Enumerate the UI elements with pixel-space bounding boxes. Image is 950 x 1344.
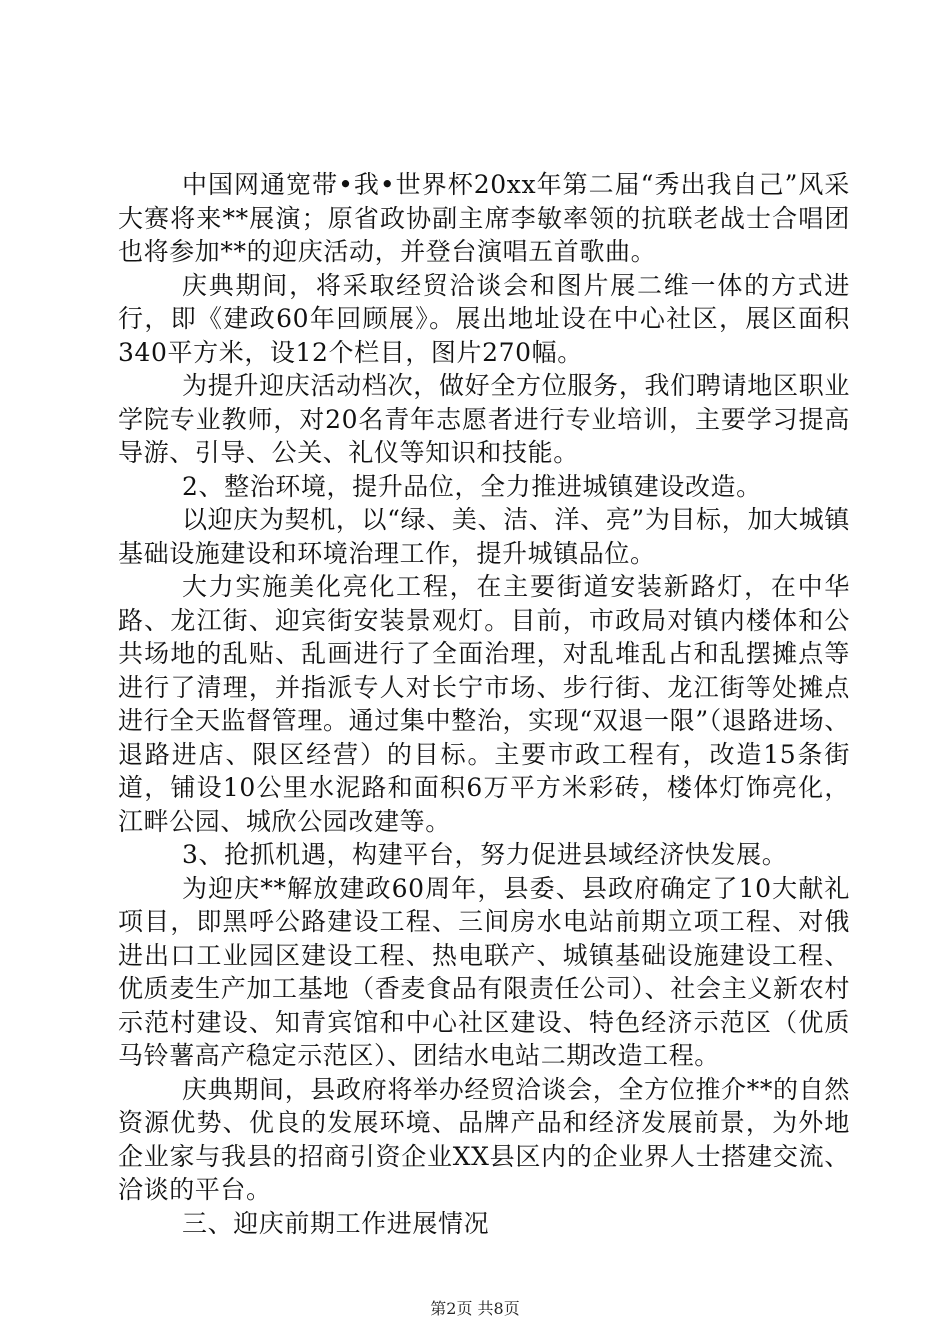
paragraph-3: 为提升迎庆活动档次，做好全方位服务，我们聘请地区职业学院专业教师，对20名青年志愿者进行专业培训，主要学习提高导游、引导、公关、礼仪等知识和技能。 bbox=[118, 371, 850, 467]
paragraph-2: 庆典期间，将采取经贸洽谈会和图片展二维一体的方式进行，即《建政60年回顾展》。展出地址设在中心社区，展区面积340平方米，设12个栏目，图片270幅。 bbox=[118, 270, 850, 367]
paragraph-8: 为迎庆**解放建政60周年，县委、县政府确定了10大献礼项目，即黑呼公路建设工程、三间房水电站前期立项工程、对俄进出口工业园区建设工程、热电联产、城镇基础设施建设工程、优质麦生产加工基地（香麦食品有限责任公司）、社会主义新农村示范村建设、知青宾馆和中心社区建设、特色经济示范区（优质马铃薯高产稳定示范区）、团结水电站二期改造工程。 bbox=[118, 873, 850, 1070]
section-heading-2: 2、整治环境，提升品位，全力推进城镇建设改造。 bbox=[182, 471, 762, 501]
page-footer bbox=[0, 1298, 950, 1320]
paragraph-5: 以迎庆为契机，以“绿、美、洁、洋、亮”为目标，加大城镇基础设施建设和环境治理工作，提升城镇品位。 bbox=[118, 505, 850, 568]
paragraph-9: 庆典期间，县政府将举办经贸洽谈会，全方位推介**的自然资源优势、优良的发展环境、品牌产品和经济发展前景，为外地企业家与我县的招商引资企业XX县区内的企业界人士搭建交流、洽谈的平台。 bbox=[118, 1074, 850, 1204]
paragraph-6: 大力实施美化亮化工程，在主要街道安装新路灯，在中华路、龙江街、迎宾街安装景观灯。目前，市政局对镇内楼体和公共场地的乱贴、乱画进行了全面治理，对乱堆乱占和乱摆摊点等进行了清理，并指派专人对长宁市场、步行街、龙江街等处摊点进行全天监督管理。通过集中整治，实现“双退一限”（退路进场、退路进店、限区经营）的目标。主要市政工程有，改造15条街道，铺设10公里水泥路和面积6万平方米彩砖，楼体灯饰亮化，江畔公园、城欣公园改建等。 bbox=[118, 572, 850, 836]
section-heading-3: 3、抢抓机遇，构建平台，努力促进县域经济快发展。 bbox=[182, 840, 788, 869]
page-number-label: 第2页 共8页 bbox=[430, 1299, 520, 1318]
document-body bbox=[118, 168, 850, 1240]
section-heading-part-3: 三、迎庆前期工作进展情况 bbox=[182, 1208, 490, 1238]
paragraph-1: 中国网通宽带•我•世界杯20xx年第二届“秀出我自己”风采大赛将来**展演；原省政协副主席李敏率领的抗联老战士合唱团也将参加**的迎庆活动，并登台演唱五首歌曲。 bbox=[118, 170, 850, 266]
